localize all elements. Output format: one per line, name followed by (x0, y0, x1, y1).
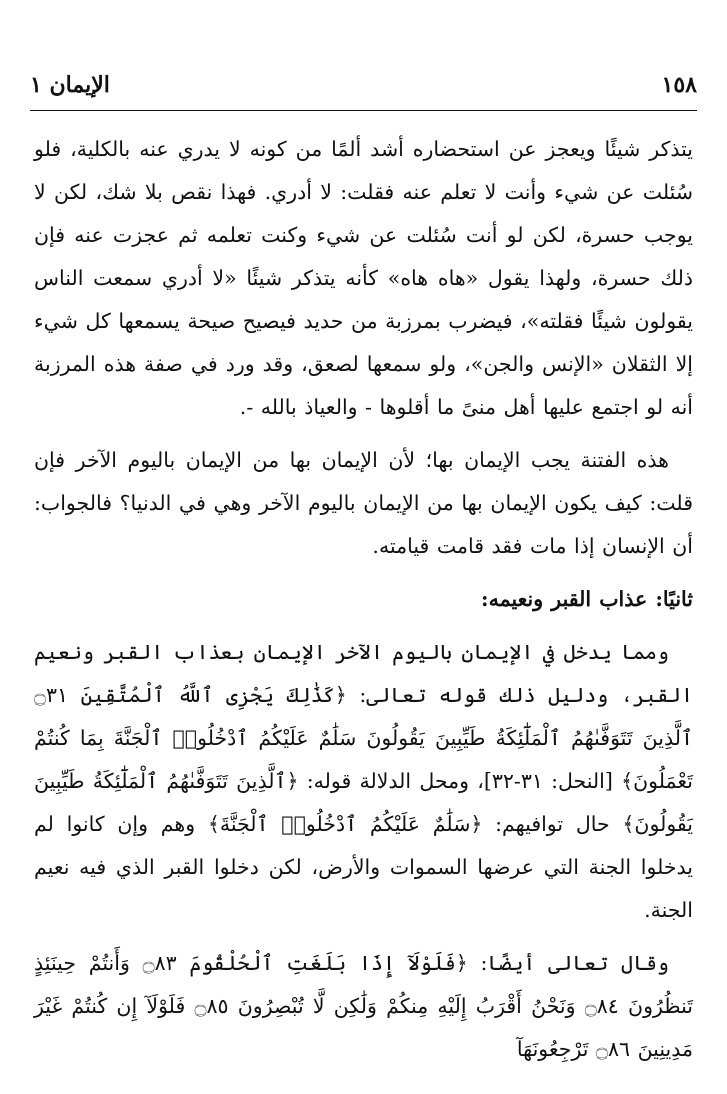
section-heading: ثانيًا: عذاب القبر ونعيمه: (481, 587, 693, 611)
paragraph-4: وقال تعالى أيضًا: ﴿فَلَوْلَآ إِذَا بَلَغَتِ ٱلْحُلْقُومَ ۝٨٣ وَأَنتُمْ حِينَئِذٍ تَنظُرُونَ ۝٨٤ وَنَحْنُ أَقْرَبُ إِلَيْهِ مِنكُمْ وَلَٰكِن لَّا تُبْصِرُونَ ۝٨٥ فَلَوْلَآ إِن كُنتُمْ غَيْرَ مَدِينِينَ ۝٨٦ تَرْجِعُونَهَآ (34, 951, 693, 1061)
paragraph-3: ومما يدخل في الإيمان باليوم الآخر الإيمان بعذاب القبر ونعيم القبر، ودليل ذلك قوله تعالى: ﴿كَذَٰلِكَ يَجْزِى ٱللَّهُ ٱلْمُتَّقِينَ ۝٣١ ٱلَّذِينَ تَتَوَفَّىٰهُمُ ٱلْمَلَٰٓئِكَةُ طَيِّبِينَ يَقُولُونَ سَلَٰمٌ عَلَيْكُمُ ٱدْخُلُوا۟ ٱلْجَنَّةَ بِمَا كُنتُمْ تَعْمَلُونَ﴾ [النحل: ٣١-٣٢]، ومحل الدلالة قوله: ﴿ٱلَّذِينَ تَتَوَفَّىٰهُمُ ٱلْمَلَٰٓئِكَةُ طَيِّبِينَ يَقُولُونَ﴾ حال توافيهم: ﴿سَلَٰمٌ عَلَيْكُمُ ٱدْخُلُوا۟ ٱلْجَنَّةَ﴾ وهم وإن كانوا لم يدخلوا الجنة التي عرضها السموات والأرض، لكن دخلوا القبر الذي فيه نعيم الجنة. (34, 640, 693, 922)
running-header (30, 70, 697, 111)
paragraph-1: يتذكر شيئًا ويعجز عن استحضاره أشد ألمًا من كونه لا يدري عنه بالكلية، فلو سُئلت عن شيء وأنت لا تعلم عنه فقلت: لا أدري. فهذا نقص بلا شك، لكن لا يوجب حسرة، لكن لو أنت سُئلت عن شيء وكنت تعلمه ثم عجزت عنه فإن ذلك حسرة، ولهذا يقول «هاه هاه» كأنه يتذكر شيئًا «لا أدري سمعت الناس يقولون شيئًا فقلته»، فيضرب بمرزبة من حديد فيصيح صيحة يسمعها كل شيء إلا الثقلان «الإنس والجن»، ولو سمعها لصعق، وقد ورد في صفة هذه المرزبة أنه لو اجتمع عليها أهل منىً ما أقلوها - والعياذ بالله -. (34, 137, 693, 419)
paragraph-2: هذه الفتنة يجب الإيمان بها؛ لأن الإيمان بها من الإيمان باليوم الآخر فإن قلت: كيف يكون الإيمان بها من الإيمان باليوم الآخر وهي في الدنيا؟ فالجواب: أن الإنسان إذا مات فقد قامت قيامته. (34, 448, 693, 558)
page-body (34, 128, 693, 1081)
page-number: ١٥٨ (661, 72, 697, 98)
chapter-title: الإيمان ١ (30, 72, 110, 98)
